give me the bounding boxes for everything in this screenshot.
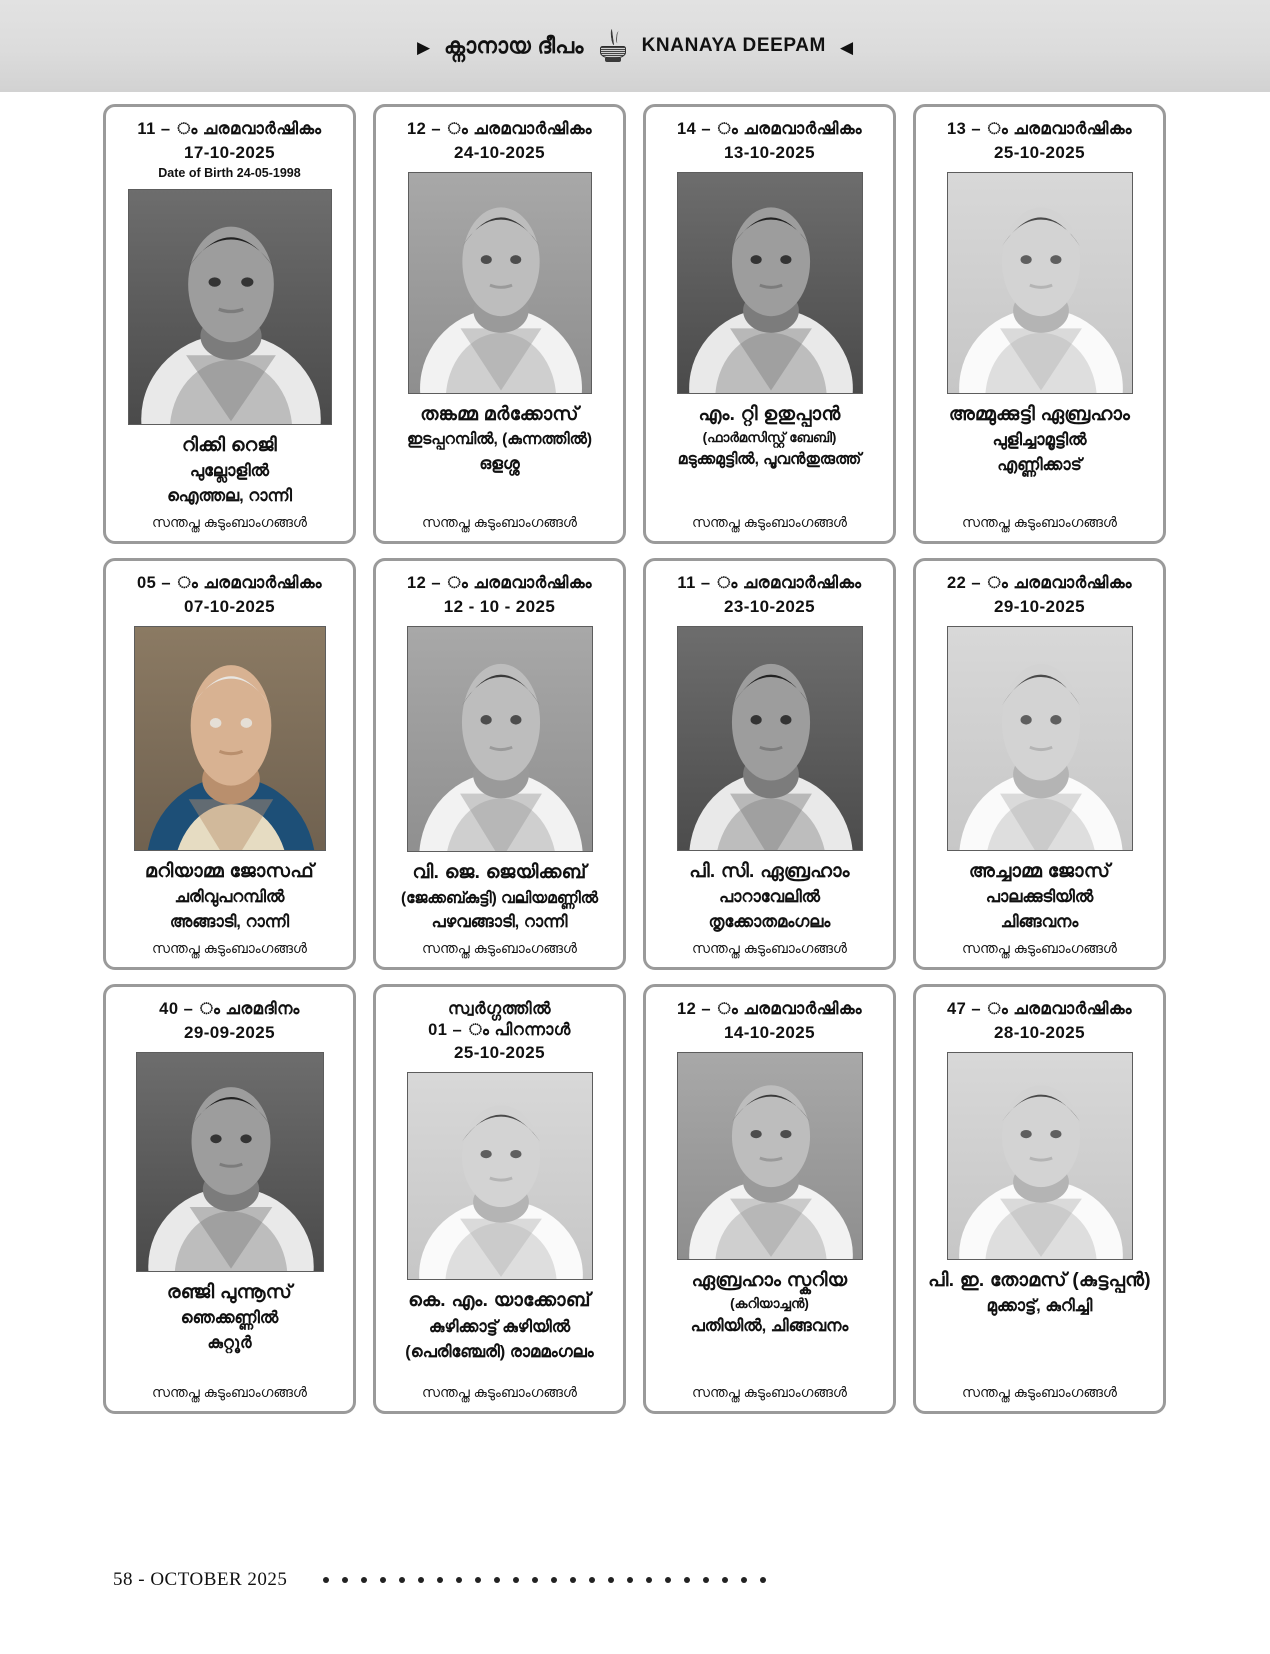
deceased-name: അച്ചാമ്മ ജോസ് [968,860,1111,882]
deceased-name: ഏബ്രഹാം സ്കറിയ [691,1269,848,1291]
anniversary-heading: 14 – ം ചരമവാർഷികം [676,120,863,138]
memorial-date: 29-09-2025 [184,1022,275,1042]
address-line: (പെരിഞ്ചേരി) രാമമംഗലം [405,1342,594,1361]
deceased-name: കെ. എം. യാക്കോബ് [408,1290,591,1312]
anniversary-heading: 05 – ം ചരമവാർഷികം [136,574,323,592]
masthead-title-malayalam: ക്നാനായ ദീപം [444,33,584,58]
memorial-card [643,558,896,970]
anniversary-heading-secondary: 01 – ം പിറന്നാൾ [428,1020,571,1039]
anniversary-heading: 11 – ം ചരമവാർഷികം [677,574,862,592]
memorial-date: 25-10-2025 [994,142,1085,162]
family-credit: സന്തപ്ത കുടുംബാംഗങ്ങൾ [962,513,1117,530]
deceased-name: എം. റ്റി ഉതുപ്പാൻ [698,403,841,425]
footer-dot [741,1577,747,1583]
family-credit: സന്തപ്ത കുടുംബാംഗങ്ങൾ [152,513,307,530]
address-line: മടുക്കമുട്ടിൽ, പൂവൻതുരുത്ത് [677,450,862,468]
memorial-card [103,984,356,1414]
address-line: ഞെക്കണ്ണിൽ [180,1309,279,1328]
address-line: ഇടപ്പറമ്പിൽ, (കുന്നത്തിൽ) [406,431,593,449]
deceased-name: വി. ജെ. ജെയിക്കബ് [412,861,587,883]
anniversary-heading: 12 – ം ചരമവാർഷികം [676,1000,863,1018]
anniversary-heading: 47 – ം ചരമവാർഷികം [946,1000,1133,1018]
memorial-card [913,558,1166,970]
footer-dot [361,1577,367,1583]
portrait-photo [134,626,326,851]
memorial-card [373,104,626,544]
date-of-birth: Date of Birth 24-05-1998 [158,165,301,180]
address-line: പുല്ലോളിൽ [189,462,270,481]
page-number: 58 - OCTOBER 2025 [113,1569,288,1590]
memorial-date: 12 - 10 - 2025 [443,596,556,616]
memorial-card [643,984,896,1414]
footer-dot [589,1577,595,1583]
deceased-name: അമ്മുക്കുട്ടി ഏബ്രഹാം [948,403,1131,425]
footer-dot [437,1577,443,1583]
portrait-photo [408,172,592,394]
memorial-date: 28-10-2025 [994,1022,1085,1042]
family-credit: സന്തപ്ത കുടുംബാംഗങ്ങൾ [422,1383,577,1400]
footer-dot [551,1577,557,1583]
footer-dot [399,1577,405,1583]
deceased-alias: (കറിയാച്ചൻ) [730,1296,809,1312]
anniversary-heading: 13 – ം ചരമവാർഷികം [946,120,1133,138]
memorial-date: 23-10-2025 [724,596,815,616]
memorial-date: 17-10-2025 [184,142,275,162]
footer-dot [513,1577,519,1583]
anniversary-heading: 12 – ം ചരമവാർഷികം [406,574,593,592]
masthead-title-english: KNANAYA DEEPAM [641,35,826,56]
footer-dot [646,1577,652,1583]
anniversary-heading: 11 – ം ചരമവാർഷികം [137,120,322,138]
deceased-alias: (ഫാർമസിസ്റ്റ് ബേബി) [702,430,837,446]
memorial-card [373,558,626,970]
anniversary-heading: 22 – ം ചരമവാർഷികം [946,574,1133,592]
family-credit: സന്തപ്ത കുടുംബാംഗങ്ങൾ [422,939,577,956]
address-line: ചിങ്ങവനം [1000,913,1079,932]
address-line: തൃക്കോതമംഗലം [708,913,831,932]
footer-dot [627,1577,633,1583]
portrait-photo [947,172,1133,394]
footer-dot-rule [323,1577,766,1583]
memorial-date: 07-10-2025 [184,596,275,616]
address-line: പഴവങ്ങാടി, റാന്നി [431,913,568,932]
family-credit: സന്തപ്ത കുടുംബാംഗങ്ങൾ [152,939,307,956]
family-credit: സന്തപ്ത കുടുംബാംഗങ്ങൾ [692,939,847,956]
deceased-name: റിക്കി റെജി [181,434,277,456]
address-line: കുഴിക്കാട്ട് കുഴിയിൽ [428,1317,571,1336]
memorial-date: 24-10-2025 [454,142,545,162]
footer-dot [532,1577,538,1583]
anniversary-heading: സ്വർഗ്ഗത്തിൽ [447,1000,552,1018]
memorial-card [103,104,356,544]
footer-dot [703,1577,709,1583]
footer-dot [608,1577,614,1583]
anniversary-heading: 40 – ം ചരമദിനം [159,1000,300,1018]
portrait-photo [677,1052,863,1260]
memorial-card [913,104,1166,544]
footer-dot [475,1577,481,1583]
family-credit: സന്തപ്ത കുടുംബാംഗങ്ങൾ [962,939,1117,956]
address-line: ഐത്തല, റാന്നി [167,487,292,506]
family-credit: സന്തപ്ത കുടുംബാംഗങ്ങൾ [692,1383,847,1400]
family-credit: സന്തപ്ത കുടുംബാംഗങ്ങൾ [962,1383,1117,1400]
left-triangle-icon: ▶ [416,37,431,57]
portrait-photo [136,1052,324,1272]
portrait-photo [407,1072,593,1280]
address-line: ചരിവുപറമ്പിൽ [174,888,285,907]
footer-dot [570,1577,576,1583]
portrait-photo [407,626,593,852]
memorial-date: 29-10-2025 [994,596,1085,616]
address-line: (ജേക്കബ്കുട്ടി) വലിയമണ്ണിൽ [400,889,599,907]
portrait-photo [947,1052,1133,1260]
footer-dot [494,1577,500,1583]
footer-dot [665,1577,671,1583]
address-line: പാലക്കുടിയിൽ [985,888,1094,907]
address-line: കുറ്റൂർ [207,1334,252,1353]
memorial-date: 14-10-2025 [724,1022,815,1042]
portrait-photo [128,189,332,425]
footer-dot [342,1577,348,1583]
anniversary-heading: 12 – ം ചരമവാർഷികം [406,120,593,138]
address-line: പതിയിൽ, ചിങ്ങവനം [690,1316,849,1335]
memorial-card [643,104,896,544]
address-line: എണ്ണിക്കാട് [997,456,1082,475]
portrait-photo [947,626,1133,851]
address-line: മുക്കാട്ട്, കുറിച്ചി [986,1297,1093,1316]
deceased-name: തങ്കമ്മ മർക്കോസ് [420,403,579,425]
oil-lamp-icon [598,29,628,63]
footer-dot [722,1577,728,1583]
footer-dot [760,1577,766,1583]
deceased-name: മറിയാമ്മ ജോസഫ് [145,860,314,882]
footer-dot [380,1577,386,1583]
page-masthead [0,0,1270,92]
memorial-card [373,984,626,1414]
footer-dot [418,1577,424,1583]
deceased-name: പി. ഇ. തോമസ് (കുട്ടപ്പൻ) [928,1269,1151,1291]
address-line: പാറാവേലിൽ [718,888,821,907]
family-credit: സന്തപ്ത കുടുംബാംഗങ്ങൾ [152,1383,307,1400]
address-line: പുളിച്ചാമൂട്ടിൽ [992,431,1087,450]
portrait-photo [677,172,863,394]
family-credit: സന്തപ്ത കുടുംബാംഗങ്ങൾ [692,513,847,530]
memorial-card [103,558,356,970]
footer-dot [323,1577,329,1583]
footer-dot [456,1577,462,1583]
family-credit: സന്തപ്ത കുടുംബാംഗങ്ങൾ [422,513,577,530]
portrait-photo [677,626,863,851]
deceased-name: രഞ്ജി പുന്നൂസ് [166,1281,293,1303]
deceased-name: പി. സി. ഏബ്രഹാം [689,860,850,882]
right-triangle-icon: ◀ [839,37,854,57]
address-line: അങ്ങാടി, റാന്നി [169,913,290,932]
memorial-date: 25-10-2025 [454,1043,545,1063]
memorial-card [913,984,1166,1414]
memorial-card-grid [103,104,1167,1414]
memorial-date: 13-10-2025 [724,142,815,162]
address-line: ഒളശ്ശ [479,454,520,473]
page-footer [0,1560,1270,1600]
footer-dot [684,1577,690,1583]
